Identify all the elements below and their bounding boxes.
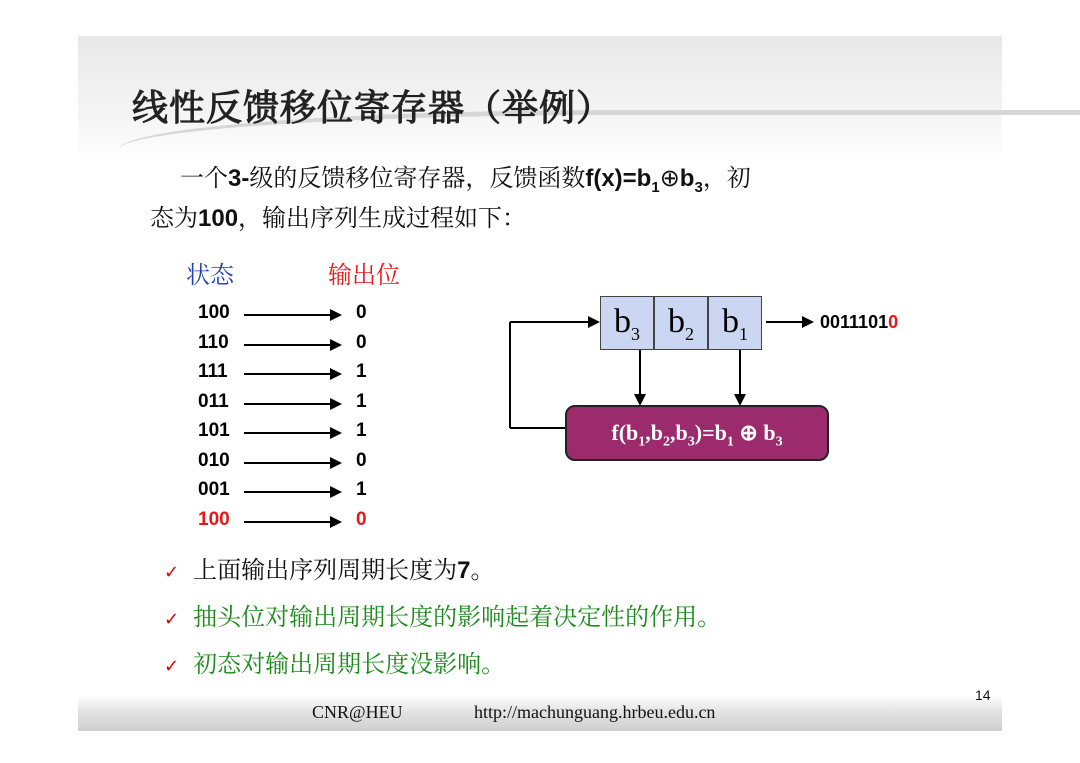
output-bit: 1 bbox=[356, 420, 367, 441]
description-line-1: 一个3-级的反馈移位寄存器，反馈函数$f(x)=b_1\oplus b_3$，初 bbox=[180, 164, 751, 196]
footer-org: CNR@HEU bbox=[312, 702, 403, 722]
check-icon: ✓ bbox=[164, 656, 180, 677]
footer-url[interactable]: http://machunguang.hrbeu.edu.cn bbox=[474, 702, 716, 722]
output-column-header: 输出位 bbox=[328, 261, 400, 289]
output-bit: 0 bbox=[356, 302, 367, 323]
register-cell-b2: $b_2$ bbox=[654, 296, 708, 350]
output-bit: 1 bbox=[356, 479, 367, 500]
state-value: 100 bbox=[198, 302, 230, 323]
output-bit: 0 bbox=[356, 331, 367, 353]
output-bit: 1 bbox=[356, 390, 367, 412]
output-bit: 1 bbox=[356, 361, 367, 382]
output-sequence: 00111010 bbox=[820, 312, 899, 332]
register-cell-b1: $b_1$ bbox=[708, 296, 762, 350]
state-value: 010 bbox=[198, 449, 230, 471]
state-value: 101 bbox=[198, 420, 230, 441]
feedback-function-box: $f(b_1,b_2,b_3)=b_1$ ⊕ $b_3$ bbox=[565, 405, 829, 461]
slide-title: 线性反馈移位寄存器（举例） bbox=[132, 88, 614, 129]
register-cell-b3: $b_3$ bbox=[600, 296, 654, 350]
bullet-taps: ✓ 抽头位对输出周期长度的影响起着决定性的作用。 bbox=[164, 603, 722, 631]
output-bit: 0 bbox=[356, 508, 367, 530]
check-icon: ✓ bbox=[164, 562, 180, 583]
bullet-period: ✓ 上面输出序列周期长度为7。 bbox=[164, 556, 495, 584]
state-value: 100 bbox=[198, 508, 230, 530]
bullet-initial-state: ✓ 初态对输出周期长度没影响。 bbox=[164, 650, 506, 678]
state-column-header: 状态 bbox=[186, 261, 234, 289]
description-line-2: 态为100，输出序列生成过程如下： bbox=[150, 204, 527, 232]
state-value: 110 bbox=[198, 331, 229, 353]
page-number: 14 bbox=[975, 687, 991, 703]
state-value: 111 bbox=[198, 361, 228, 382]
output-bit: 0 bbox=[356, 449, 367, 471]
state-value: 001 bbox=[198, 479, 230, 500]
state-value: 011 bbox=[198, 390, 229, 412]
check-icon: ✓ bbox=[164, 609, 180, 630]
